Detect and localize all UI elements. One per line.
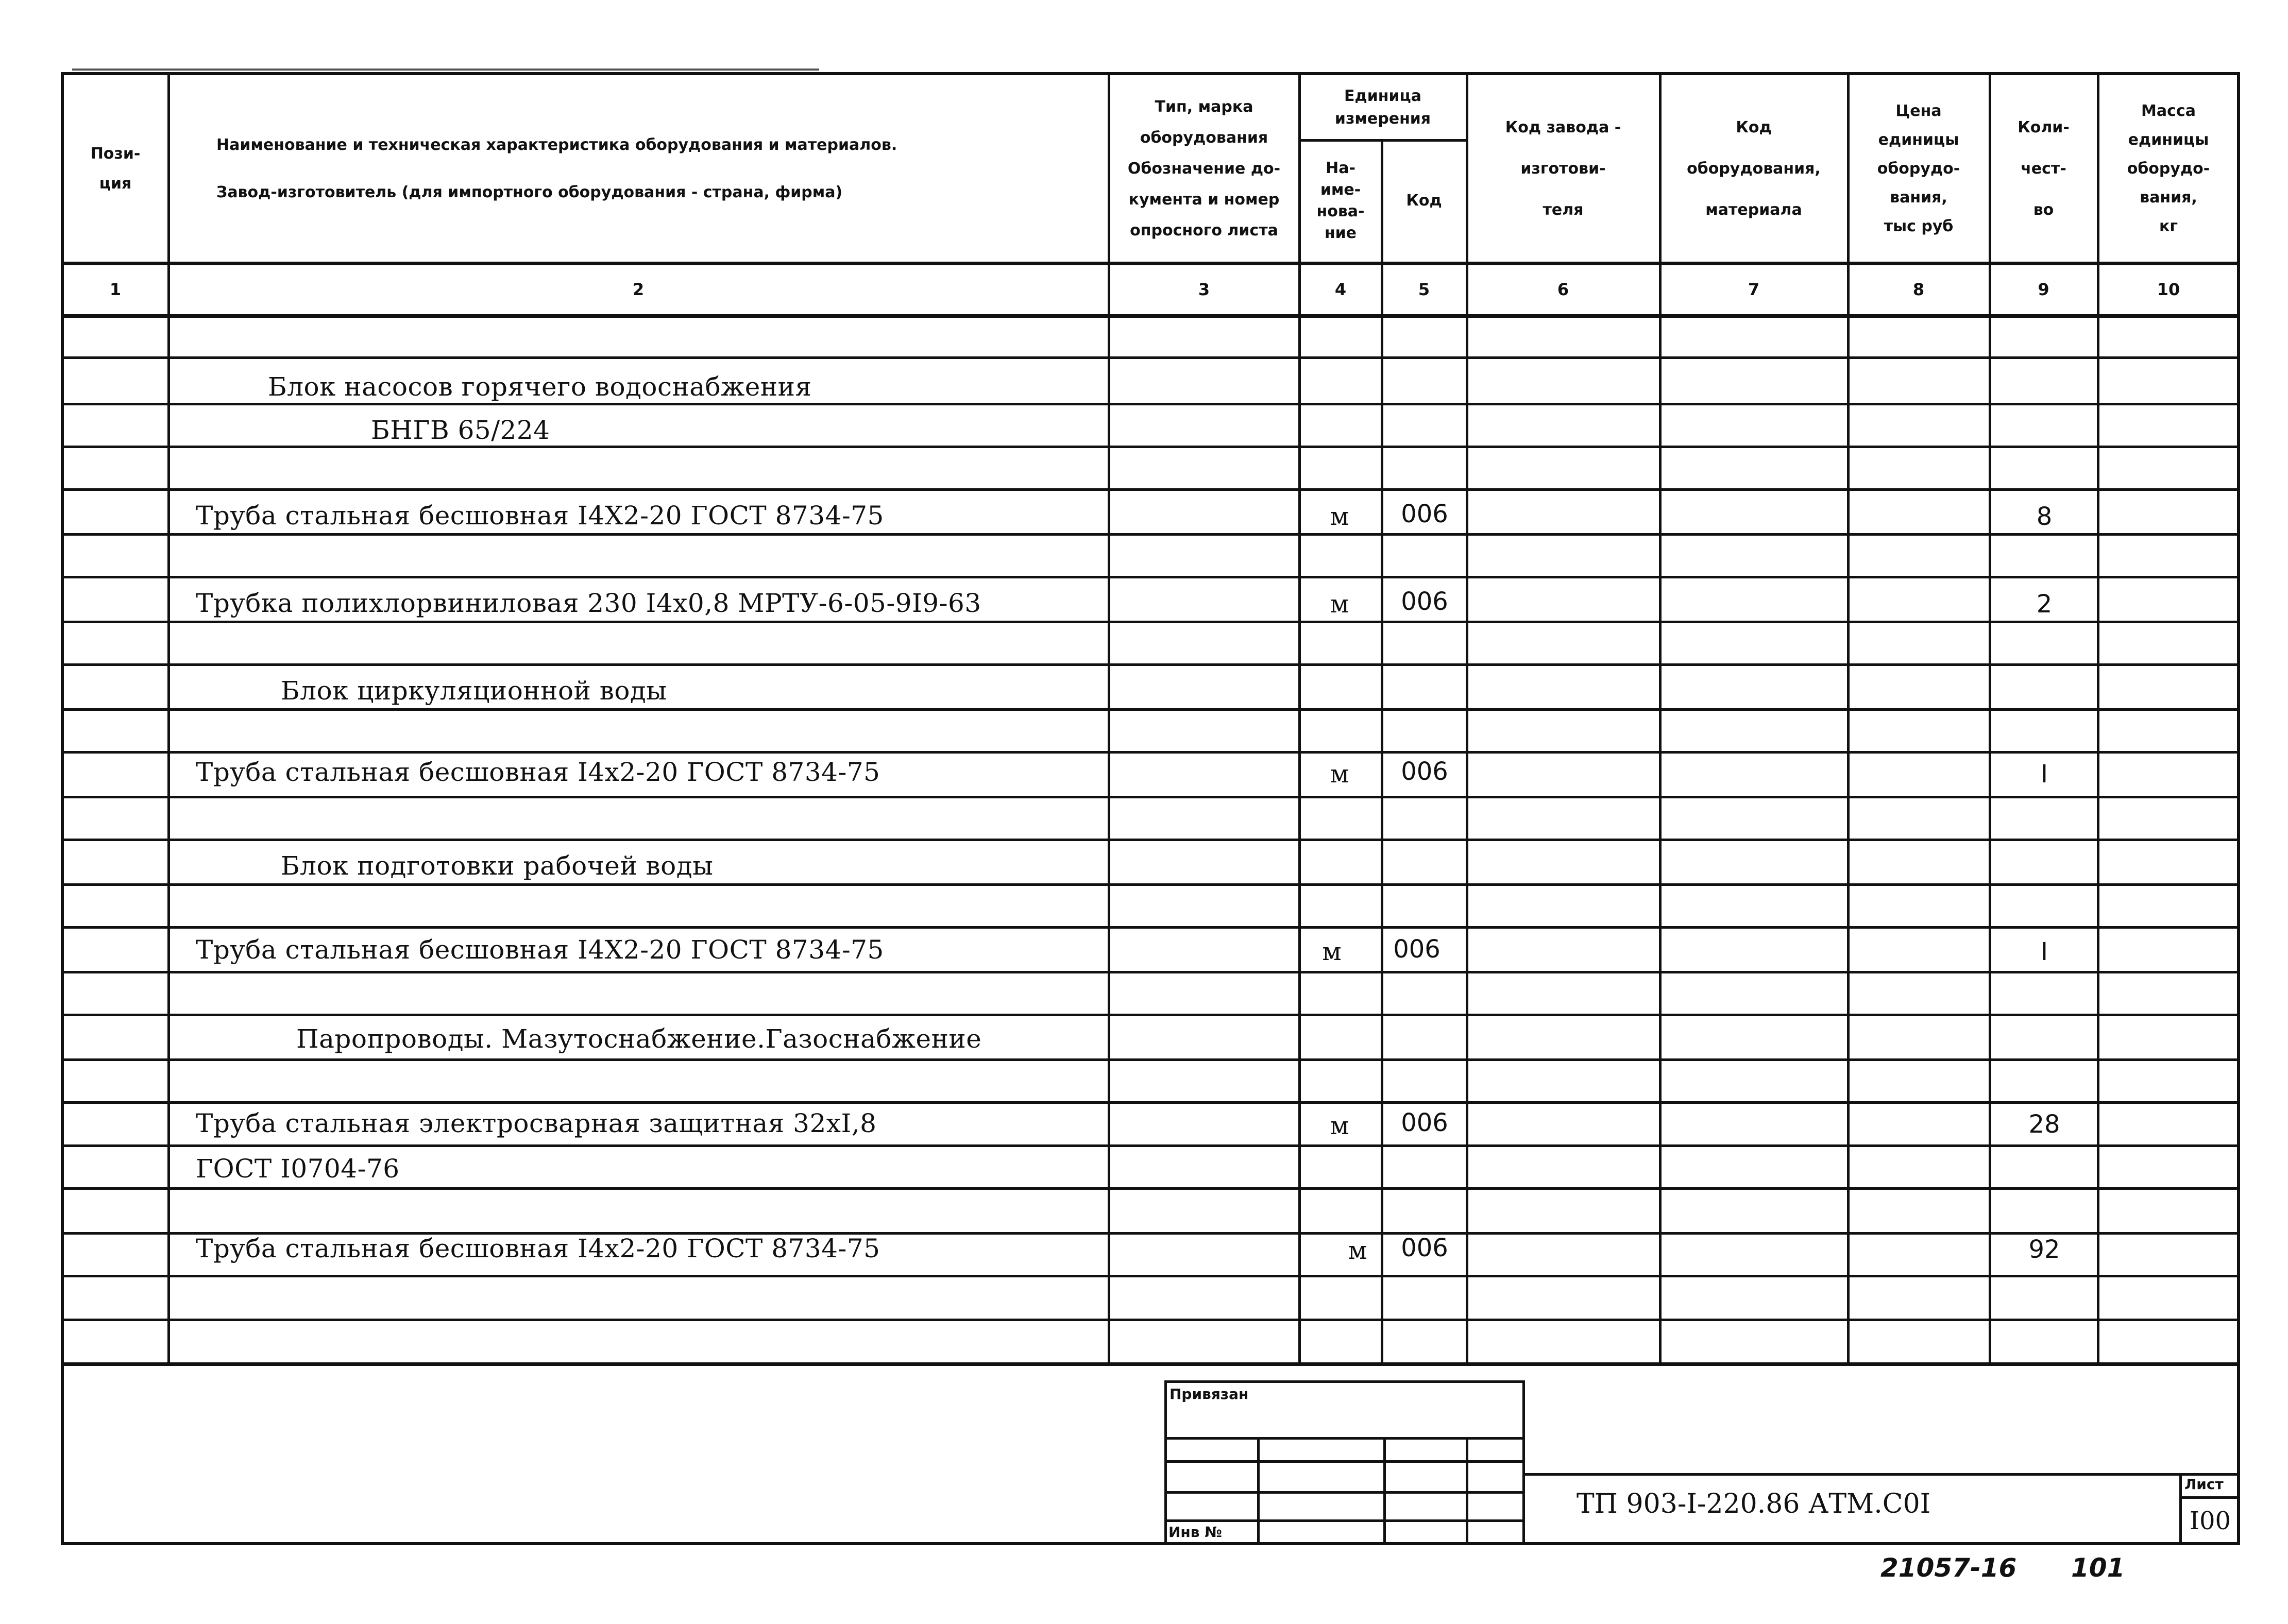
section-heading: Блок циркуляционной воды — [281, 676, 667, 706]
header-type: Тип, марка оборудования Обозначение до- кумента и номер опросного листа — [1127, 98, 1281, 240]
section-heading: Паропроводы. Мазутоснабжение.Газоснабжение — [296, 1024, 982, 1054]
quantity: I — [2040, 937, 2048, 966]
stamp-rule — [1164, 1460, 1522, 1463]
document-code: ТП 903-I-220.86 АТМ.С0I — [1577, 1489, 1931, 1519]
stamp-border — [1522, 1380, 1525, 1545]
colnum-1: 1 — [109, 280, 122, 299]
page-number: 101 — [2071, 1553, 2125, 1583]
stamp-rule — [1164, 1491, 1522, 1494]
unit-code: 006 — [1401, 757, 1448, 786]
colnum-5: 5 — [1418, 280, 1430, 299]
unit-value: м — [1330, 1112, 1349, 1140]
list-item: Трубка полихлорвиниловая 230 I4x0,8 МРТУ-6-05-9I9-63 — [196, 588, 981, 618]
quantity: 2 — [2036, 590, 2053, 619]
row-rule — [61, 708, 2240, 711]
list-item: ГОСТ I0704-76 — [196, 1154, 400, 1184]
sheet-label: Лист — [2184, 1476, 2224, 1493]
row-rule — [61, 446, 2240, 448]
unit-value: м — [1330, 760, 1349, 789]
row-rule — [61, 533, 2240, 536]
row-rule — [61, 971, 2240, 973]
row-rule — [61, 576, 2240, 578]
list-item: Труба стальная бесшовная I4x2-20 ГОСТ 8734-75 — [196, 1234, 880, 1263]
unit-code: 006 — [1393, 935, 1440, 964]
header-mass: Масса единицы оборудо- вания, кг — [2127, 102, 2210, 235]
table-bottom-rule — [61, 1362, 2240, 1366]
colnum-10: 10 — [2157, 280, 2180, 299]
unit-code: 006 — [1401, 500, 1448, 528]
order-number: 21057-16 — [1880, 1553, 2017, 1583]
stamp-inv-no: Инв № — [1168, 1524, 1222, 1541]
row-rule — [61, 621, 2240, 623]
list-item: Труба стальная бесшовная I4x2-20 ГОСТ 8734-75 — [196, 757, 880, 787]
header-unit-code: Код — [1406, 192, 1442, 210]
stamp-rule — [2179, 1473, 2182, 1545]
section-heading: Блок насосов горячего водоснабжения — [268, 372, 812, 402]
quantity: 28 — [2028, 1110, 2060, 1139]
colnum-8: 8 — [1912, 280, 1925, 299]
row-rule — [61, 1058, 2240, 1061]
stamp-rule — [1257, 1437, 1260, 1545]
list-item: Труба стальная электросварная защитная 32xI,8 — [196, 1108, 877, 1138]
list-item: БНГВ 65/224 — [371, 415, 550, 445]
header-unit-group: Единица измерения — [1334, 87, 1431, 128]
row-rule — [61, 488, 2240, 491]
colnum-6: 6 — [1557, 280, 1569, 299]
row-rule — [61, 751, 2240, 754]
list-item: Труба стальная бесшовная I4X2-20 ГОСТ 8734-75 — [196, 501, 884, 531]
sheet-number: I00 — [2190, 1507, 2231, 1535]
colnum-7: 7 — [1748, 280, 1760, 299]
header-name: Наименование и техническая характеристика оборудования и материалов. Завод-изготовитель (для импортного оборудования - страна, фирма) — [216, 136, 897, 201]
header-price: Цена единицы оборудо- вания, тыс руб — [1877, 102, 1960, 235]
header-position: Пози- ция — [90, 145, 141, 193]
quantity: 8 — [2036, 502, 2053, 531]
row-rule — [61, 1319, 2240, 1321]
colnum-9: 9 — [2038, 280, 2049, 299]
stamp-border — [1164, 1380, 1525, 1383]
row-rule — [61, 796, 2240, 798]
row-rule — [61, 403, 2240, 405]
top-rule — [72, 69, 819, 71]
colnum-2: 2 — [632, 280, 645, 299]
row-rule — [61, 1101, 2240, 1104]
row-rule — [61, 1187, 2240, 1190]
row-rule — [61, 1275, 2240, 1277]
unit-code: 006 — [1401, 1234, 1448, 1262]
stamp-rule — [1383, 1437, 1386, 1545]
header-unit-name: На- име- нова- ние — [1316, 159, 1365, 242]
row-rule — [61, 1014, 2240, 1016]
stamp-privyazan: Привязан — [1170, 1386, 1249, 1403]
unit-value: м — [1322, 937, 1342, 966]
stamp-rule — [1466, 1437, 1468, 1545]
row-rule — [61, 926, 2240, 929]
header-factory-code: Код завода - изготови- теля — [1505, 118, 1621, 219]
section-heading: Блок подготовки рабочей воды — [281, 851, 714, 881]
quantity: 92 — [2028, 1235, 2060, 1264]
row-rule — [61, 883, 2240, 886]
row-rule — [61, 663, 2240, 666]
stamp-rule — [1522, 1473, 2240, 1476]
unit-value: м — [1330, 590, 1349, 619]
header-equipment-code: Код оборудования, материала — [1687, 118, 1821, 219]
unit-value: м — [1330, 502, 1349, 531]
stamp-rule — [1164, 1519, 1522, 1522]
unit-code: 006 — [1401, 587, 1448, 616]
colnum-4: 4 — [1334, 280, 1347, 299]
stamp-rule — [1164, 1437, 1522, 1440]
unit-value: м — [1348, 1236, 1367, 1265]
row-rule — [61, 1144, 2240, 1147]
header-quantity: Коли- чест- во — [2018, 118, 2070, 219]
unit-code: 006 — [1401, 1108, 1448, 1137]
list-item: Труба стальная бесшовная I4X2-20 ГОСТ 8734-75 — [196, 935, 884, 965]
row-rule — [61, 839, 2240, 841]
quantity: I — [2040, 760, 2048, 789]
row-rule — [61, 356, 2240, 359]
stamp-rule — [2179, 1496, 2240, 1499]
colnum-3: 3 — [1198, 280, 1210, 299]
